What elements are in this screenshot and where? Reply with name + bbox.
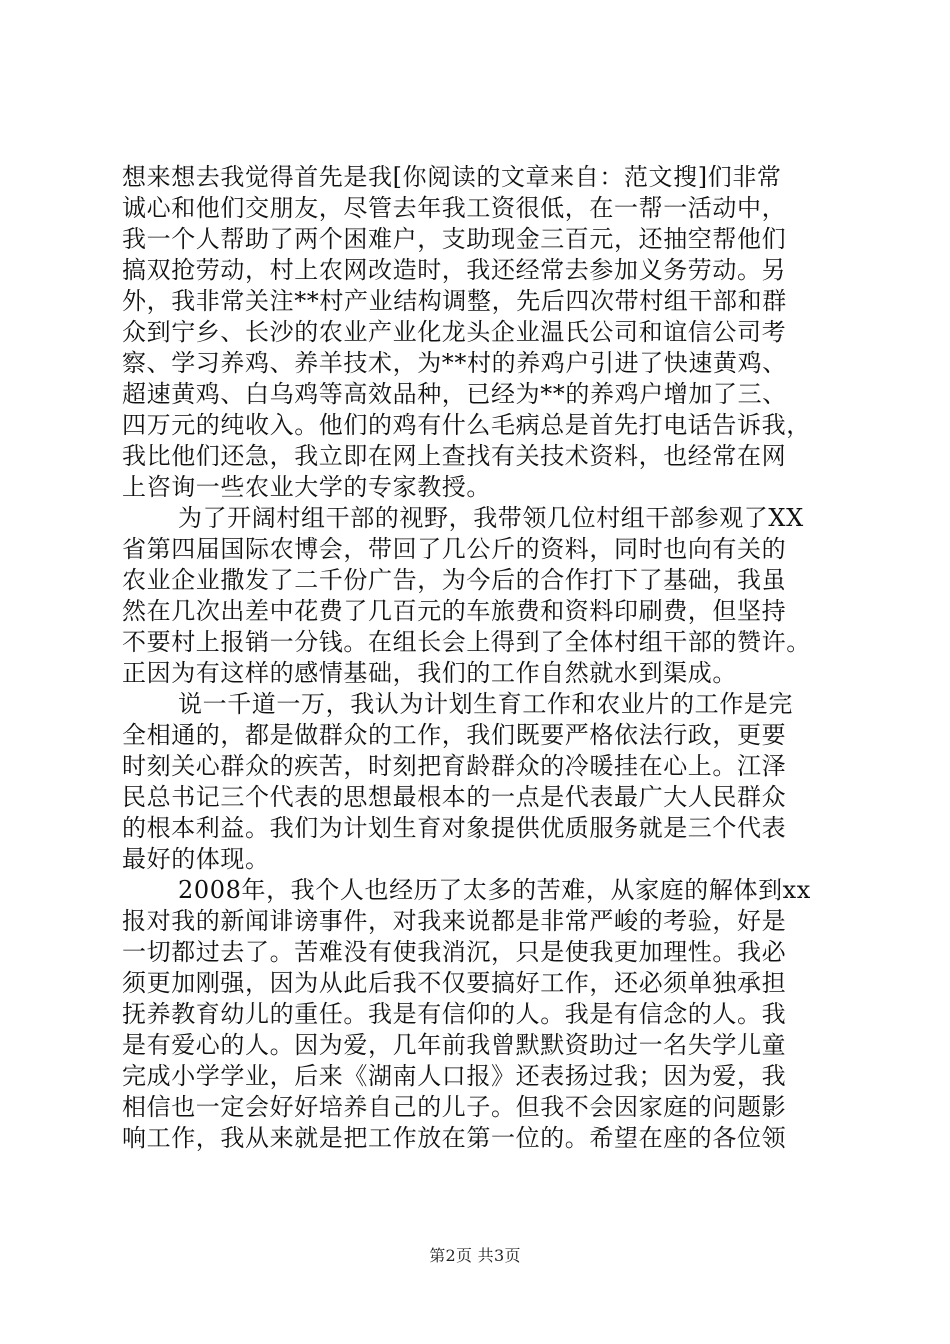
text-line: 全相通的，都是做群众的工作，我们既要严格依法行政，更要 bbox=[122, 721, 787, 749]
text-line: 最好的体现。 bbox=[122, 845, 270, 873]
text-line: 相信也一定会好好培养自己的儿子。但我不会因家庭的问题影 bbox=[122, 1093, 787, 1121]
text-line: 我一个人帮助了两个困难户，支助现金三百元，还抽空帮他们 bbox=[122, 225, 787, 253]
text-line: 省第四届国际农博会，带回了几公斤的资料，同时也向有关的 bbox=[122, 535, 787, 563]
text-line: 民总书记三个代表的思想最根本的一点是代表最广大人民群众 bbox=[122, 783, 787, 811]
text-line: 然在几次出差中花费了几百元的车旅费和资料印刷费，但坚持 bbox=[122, 597, 787, 625]
text-line: 我比他们还急，我立即在网上查找有关技术资料，也经常在网 bbox=[122, 442, 787, 470]
text-line: 外，我非常关注**村产业结构调整，先后四次带村组干部和群 bbox=[122, 287, 787, 315]
paragraph-first-line: 2008年，我个人也经历了太多的苦难，从家庭的解体到xx bbox=[178, 876, 811, 904]
text-line: 完成小学学业，后来《湖南人口报》还表扬过我；因为爱，我 bbox=[122, 1062, 787, 1090]
page-number-footer: 第2页 共3页 bbox=[429, 1246, 521, 1265]
text-line: 一切都过去了。苦难没有使我消沉，只是使我更加理性。我必 bbox=[122, 938, 787, 966]
text-line: 农业企业撒发了二千份广告，为今后的合作打下了基础，我虽 bbox=[122, 566, 787, 594]
text-line: 不要村上报销一分钱。在组长会上得到了全体村组干部的赞许。 bbox=[122, 628, 811, 656]
text-line: 报对我的新闻诽谤事件，对我来说都是非常严峻的考验，好是 bbox=[122, 907, 787, 935]
text-line: 上咨询一些农业大学的专家教授。 bbox=[122, 473, 491, 501]
text-line: 四万元的纯收入。他们的鸡有什么毛病总是首先打电话告诉我， bbox=[122, 411, 811, 439]
text-line: 正因为有这样的感情基础，我们的工作自然就水到渠成。 bbox=[122, 659, 737, 687]
paragraph-first-line: 说一千道一万，我认为计划生育工作和农业片的工作是完 bbox=[178, 690, 793, 718]
text-line: 时刻关心群众的疾苦，时刻把育龄群众的冷暖挂在心上。江泽 bbox=[122, 752, 787, 780]
text-line: 抚养教育幼儿的重任。我是有信仰的人。我是有信念的人。我 bbox=[122, 1000, 787, 1028]
text-line: 是有爱心的人。因为爱，几年前我曾默默资助过一名失学儿童 bbox=[122, 1031, 787, 1059]
text-line: 想来想去我觉得首先是我[你阅读的文章来自：范文搜]们非常 bbox=[122, 163, 782, 191]
text-line: 的根本利益。我们为计划生育对象提供优质服务就是三个代表 bbox=[122, 814, 787, 842]
paragraph-first-line: 为了开阔村组干部的视野，我带领几位村组干部参观了XX bbox=[178, 504, 804, 532]
text-line: 须更加刚强，因为从此后我不仅要搞好工作，还必须单独承担 bbox=[122, 969, 787, 997]
text-line: 超速黄鸡、白乌鸡等高效品种，已经为**的养鸡户增加了三、 bbox=[122, 380, 787, 408]
text-line: 众到宁乡、长沙的农业产业化龙头企业温氏公司和谊信公司考 bbox=[122, 318, 787, 346]
text-line: 响工作，我从来就是把工作放在第一位的。希望在座的各位领 bbox=[122, 1124, 787, 1152]
body-text bbox=[122, 162, 842, 1154]
text-line: 察、学习养鸡、养羊技术，为**村的养鸡户引进了快速黄鸡、 bbox=[122, 349, 787, 377]
text-line: 诚心和他们交朋友，尽管去年我工资很低，在一帮一活动中， bbox=[122, 194, 787, 222]
text-line: 搞双抢劳动，村上农网改造时，我还经常去参加义务劳动。另 bbox=[122, 256, 787, 284]
